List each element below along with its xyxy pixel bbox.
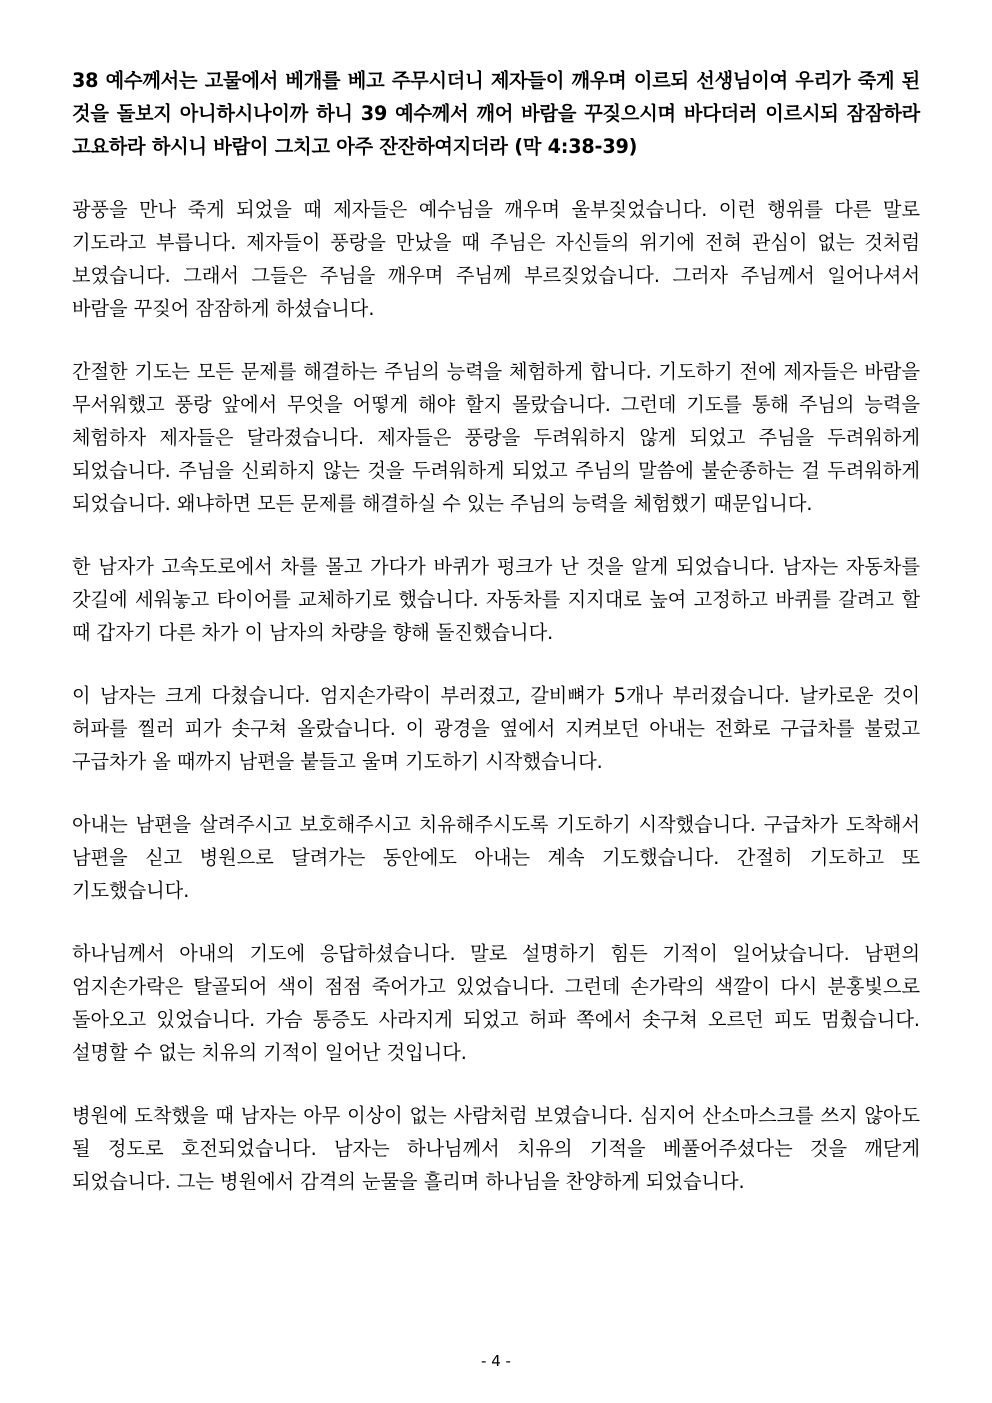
- document-page: [72, 64, 920, 1228]
- paragraph: 간절한 기도는 모든 문제를 해결하는 주님의 능력을 체험하게 합니다. 기도하기 전에 제자들은 바람을 무서워했고 풍랑 앞에서 무엇을 어떻게 해야 할지 몰랐습니다. 그런데 기도를 통해 주님의 능력을 체험하자 제자들은 달라졌습니다. 제자들은 풍랑을 두려워하지 않게 되었고 주님을 두려워하게 되었습니다. 주님을 신뢰하지 않는 것을 두려워하게 되었고 주님의 말씀에 불순종하는 걸 두려워하게 되었습니다. 왜냐하면 모든 문제를 해결하실 수 있는 주님의 능력을 체험했기 때문입니다.: [72, 360, 920, 515]
- page-number: - 4 -: [481, 1352, 511, 1370]
- paragraph: 하나님께서 아내의 기도에 응답하셨습니다. 말로 설명하기 힘든 기적이 일어났습니다. 남편의 엄지손가락은 탈골되어 색이 점점 죽어가고 있었습니다. 그런데 손가락의 색깔이 다시 분홍빛으로 돌아오고 있었습니다. 가슴 통증도 사라지게 되었고 허파 쪽에서 솟구쳐 오르던 피도 멈췄습니다. 설명할 수 없는 치유의 기적이 일어난 것입니다.: [72, 942, 920, 1064]
- paragraph: 광풍을 만나 죽게 되었을 때 제자들은 예수님을 깨우며 울부짖었습니다. 이런 행위를 다른 말로 기도라고 부릅니다. 제자들이 풍랑을 만났을 때 주님은 자신들의 위기에 전혀 관심이 없는 것처럼 보였습니다. 그래서 그들은 주님을 깨우며 주님께 부르짖었습니다. 그러자 주님께서 일어나셔서 바람을 꾸짖어 잠잠하게 하셨습니다.: [72, 198, 920, 320]
- paragraph: 병원에 도착했을 때 남자는 아무 이상이 없는 사람처럼 보였습니다. 심지어 산소마스크를 쓰지 않아도 될 정도로 호전되었습니다. 남자는 하나님께서 치유의 기적을 베풀어주셨다는 것을 깨닫게 되었습니다. 그는 병원에서 감격의 눈물을 흘리며 하나님을 찬양하게 되었습니다.: [72, 1104, 920, 1193]
- scripture-verse: 38 예수께서는 고물에서 베개를 베고 주무시더니 제자들이 깨우며 이르되 선생님이여 우리가 죽게 된 것을 돌보지 아니하시나이까 하니 39 예수께서 깨어 바람을 꾸짖으시며 바다더러 이르시되 잠잠하라 고요하라 하시니 바람이 그치고 아주 잔잔하여지더라 (막 4:38-39): [72, 69, 920, 158]
- paragraph: 한 남자가 고속도로에서 차를 몰고 가다가 바퀴가 펑크가 난 것을 알게 되었습니다. 남자는 자동차를 갓길에 세워놓고 타이어를 교체하기로 했습니다. 자동차를 지지대로 높여 고정하고 바퀴를 갈려고 할 때 갑자기 다른 차가 이 남자의 차량을 향해 돌진했습니다.: [72, 555, 920, 644]
- paragraph: 아내는 남편을 살려주시고 보호해주시고 치유해주시도록 기도하기 시작했습니다. 구급차가 도착해서 남편을 싣고 병원으로 달려가는 동안에도 아내는 계속 기도했습니다. 간절히 기도하고 또 기도했습니다.: [72, 813, 920, 902]
- paragraph: 이 남자는 크게 다쳤습니다. 엄지손가락이 부러졌고, 갈비뼈가 5개나 부러졌습니다. 날카로운 것이 허파를 찔러 피가 솟구쳐 올랐습니다. 이 광경을 옆에서 지켜보던 아내는 전화로 구급차를 불렀고 구급차가 올 때까지 남편을 붙들고 울며 기도하기 시작했습니다.: [72, 684, 920, 773]
